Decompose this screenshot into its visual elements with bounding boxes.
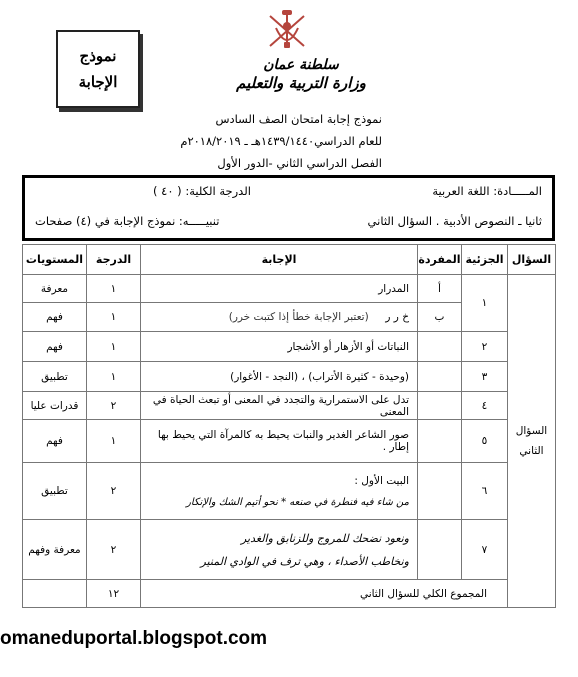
- total-label: المجموع الكلي للسؤال الثاني: [141, 580, 508, 608]
- answer-note: (تعتبر الإجابة خطأ إذا كتبت خرر): [228, 311, 369, 323]
- table-header-row: [23, 245, 556, 275]
- table-row: [23, 420, 556, 463]
- item-cell: [418, 520, 462, 580]
- level-cell: تطبيق: [23, 463, 87, 520]
- stamp-line1: نموذج: [79, 47, 117, 65]
- part-cell: ٧: [462, 520, 508, 580]
- level-cell: معرفة: [23, 275, 87, 303]
- part-cell: ٦: [462, 463, 508, 520]
- header-item: المفردة: [418, 245, 462, 275]
- exam-title: نموذج إجابة امتحان الصف السادس: [215, 112, 382, 126]
- item-cell: ب: [418, 303, 462, 332]
- subject-label: المـــــادة: اللغة العربية: [432, 184, 542, 198]
- site-watermark: omaneduportal.blogspot.com: [0, 628, 268, 649]
- score-cell: ١: [87, 332, 141, 362]
- score-cell: ٢: [87, 520, 141, 580]
- part-cell: ١: [462, 275, 508, 332]
- answer-text: ونعود نضحك للمروج وللزنابق والغدير: [240, 531, 409, 545]
- answer-cell: [141, 520, 418, 580]
- stamp-line2: الإجابة: [78, 73, 118, 91]
- item-cell: [418, 332, 462, 362]
- level-cell: قدرات عليا: [23, 392, 87, 420]
- answer-cell: النباتات أو الأزهار أو الأشجار: [141, 332, 418, 362]
- academic-year: للعام الدراسي١٤٣٩/١٤٤٠هـ ـ ٢٠١٨/٢٠١٩م: [180, 134, 382, 148]
- level-cell: تطبيق: [23, 362, 87, 392]
- exam-header-lines: [172, 108, 382, 174]
- item-cell: [418, 392, 462, 420]
- answer-cell: [141, 303, 418, 332]
- question-cell: [508, 275, 556, 608]
- answer-cell: المدرار: [141, 275, 418, 303]
- answer-text: البيت الأول :: [354, 474, 409, 487]
- answer-model-stamp: [56, 30, 140, 108]
- answer-cell: تدل على الاستمرارية والتجدد في المعنى أو تبعث الحياة في المعنى: [141, 392, 418, 420]
- item-cell: [418, 362, 462, 392]
- part-cell: ٢: [462, 332, 508, 362]
- table-row: [23, 463, 556, 520]
- item-cell: [418, 463, 462, 520]
- score-cell: ١: [87, 303, 141, 332]
- total-value: ١٢: [87, 580, 141, 608]
- table-row: [23, 275, 556, 303]
- exam-info-box: [22, 175, 555, 241]
- ministry-title: [226, 56, 376, 92]
- answer-verse: من شاء فيه فنطرة في صنعه * نحو أتيم الشك والإنكار: [186, 496, 409, 508]
- ministry-line1: سلطنة عمان: [263, 57, 339, 73]
- score-cell: ٢: [87, 392, 141, 420]
- total-score-label: الدرجة الكلية: ( ٤٠ ): [153, 184, 251, 198]
- answer-verse: ونخاطب الأصداء ، وهي ترف في الوادي المنير: [200, 554, 409, 568]
- header-question: السؤال: [508, 245, 556, 275]
- table-row: [23, 392, 556, 420]
- oman-emblem-icon: [262, 6, 312, 54]
- score-cell: ١: [87, 362, 141, 392]
- level-cell: فهم: [23, 332, 87, 362]
- answer-text: خ ر ر: [385, 311, 409, 323]
- answer-table: [22, 244, 556, 608]
- table-row: [23, 332, 556, 362]
- score-cell: ١: [87, 275, 141, 303]
- question-label: السؤال الثاني: [515, 425, 548, 457]
- header-part: الجزئية: [462, 245, 508, 275]
- level-cell: معرفة وفهم: [23, 520, 87, 580]
- section-label: ثانيا ـ النصوص الأدبية . السؤال الثاني: [367, 214, 542, 228]
- part-cell: ٤: [462, 392, 508, 420]
- answer-cell: (وحيدة - كثيرة الأتراب) ، (النجد - الأغوار): [141, 362, 418, 392]
- score-cell: ١: [87, 420, 141, 463]
- item-cell: [418, 420, 462, 463]
- answer-cell: [141, 463, 418, 520]
- ministry-line2: وزارة التربية والتعليم: [236, 74, 366, 92]
- header-score: الدرجة: [87, 245, 141, 275]
- part-cell: ٣: [462, 362, 508, 392]
- level-cell: فهم: [23, 303, 87, 332]
- header-level: المستويات: [23, 245, 87, 275]
- semester: الفصل الدراسي الثاني -الدور الأول: [217, 156, 382, 170]
- table-row: [23, 520, 556, 580]
- total-row: [23, 580, 556, 608]
- item-cell: أ: [418, 275, 462, 303]
- answer-cell: صور الشاعر الغدير والنبات يحيط به كالمرآة التي يحيط بها إطار .: [141, 420, 418, 463]
- total-empty-cell: [23, 580, 87, 608]
- table-row: [23, 362, 556, 392]
- level-cell: فهم: [23, 420, 87, 463]
- pages-note: تنبيـــــه: نموذج الإجابة في (٤) صفحات: [35, 214, 220, 228]
- part-cell: ٥: [462, 420, 508, 463]
- header-answer: الإجابة: [141, 245, 418, 275]
- score-cell: ٢: [87, 463, 141, 520]
